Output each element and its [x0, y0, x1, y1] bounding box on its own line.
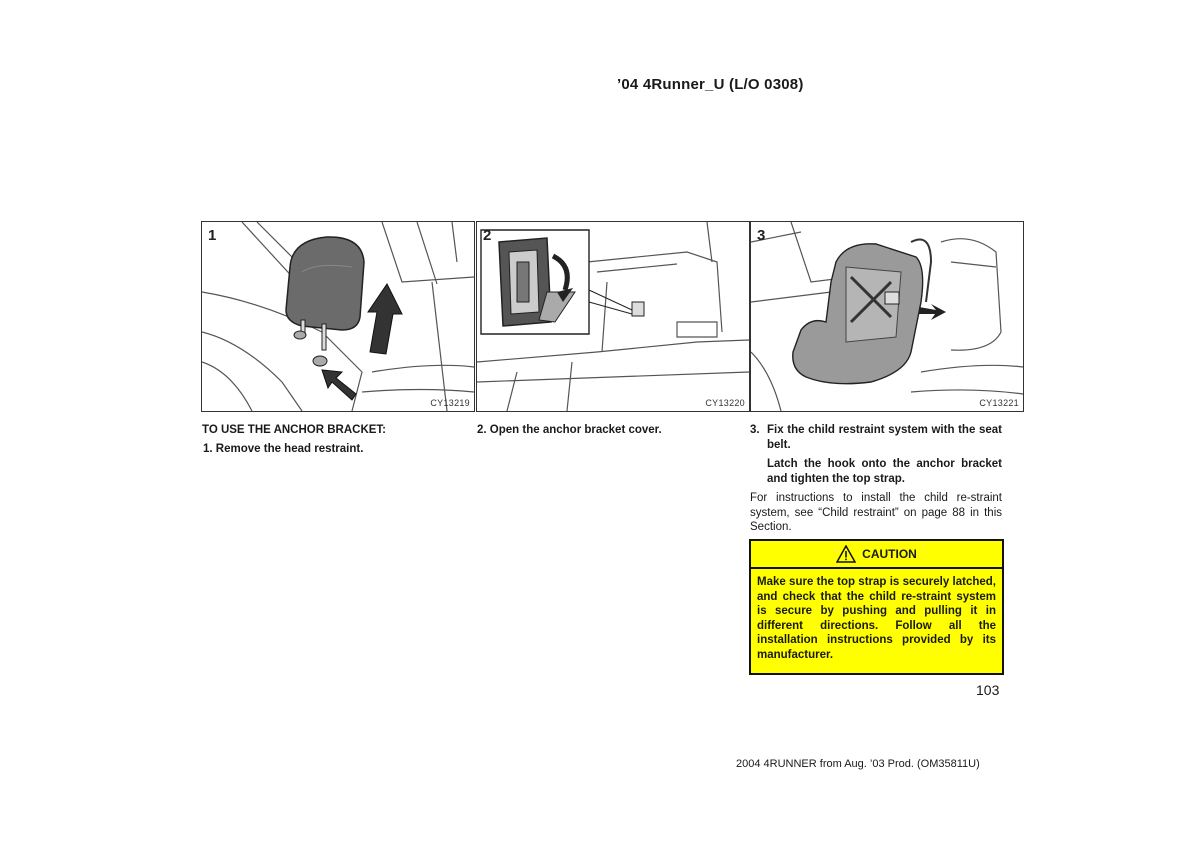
figure-number: 2: [483, 227, 492, 244]
caution-text: Make sure the top strap is securely latched, and check that the child re-straint system is secure by pushing and pulling it in different directions. Follow all the installation instructions provided by its manufacturer.: [757, 576, 996, 661]
document-header: ’04 4Runner_U (L/O 0308): [617, 76, 804, 93]
step-text: Fix the child restraint system with the seat belt.: [767, 424, 1002, 451]
step-number: 2.: [477, 424, 487, 436]
step-number: 1.: [203, 442, 213, 455]
column-1-text: [202, 423, 472, 456]
caution-box: [749, 539, 1004, 675]
caution-title: CAUTION: [862, 547, 917, 561]
document-footer: 2004 4RUNNER from Aug. ’03 Prod. (OM35811U): [736, 758, 980, 770]
step-3-detail: Latch the hook onto the anchor bracket and tighten the top strap.: [767, 458, 1002, 485]
column-2-text: [477, 423, 747, 438]
figure-fix-child-restraint: [750, 221, 1024, 412]
instruction-note: For instructions to install the child re-straint system, see “Child restraint” on page 88 in this Section.: [750, 492, 1002, 533]
figure-number: 1: [208, 227, 217, 244]
child-seat-illustration: [751, 222, 1023, 411]
warning-triangle-icon: [836, 545, 856, 563]
figure-code: CY13219: [430, 398, 470, 408]
figure-remove-head-restraint: [201, 221, 475, 412]
step-1: [202, 442, 472, 457]
figure-open-anchor-cover: [476, 221, 750, 412]
section-heading: TO USE THE ANCHOR BRACKET:: [202, 424, 387, 436]
page-number: 103: [976, 682, 1000, 698]
step-2: [477, 423, 747, 438]
figure-code: CY13220: [705, 398, 745, 408]
step-text: Remove the head restraint.: [215, 442, 364, 455]
step-3: [750, 423, 1002, 452]
column-3-text: [750, 423, 1002, 535]
step-text: Open the anchor bracket cover.: [489, 424, 662, 436]
caution-header: [751, 541, 1002, 569]
figure-code: CY13221: [979, 398, 1019, 408]
step-number: 3.: [750, 424, 760, 436]
anchor-bracket-illustration: [477, 222, 749, 411]
figure-number: 3: [757, 227, 766, 244]
head-restraint-illustration: [202, 222, 474, 411]
